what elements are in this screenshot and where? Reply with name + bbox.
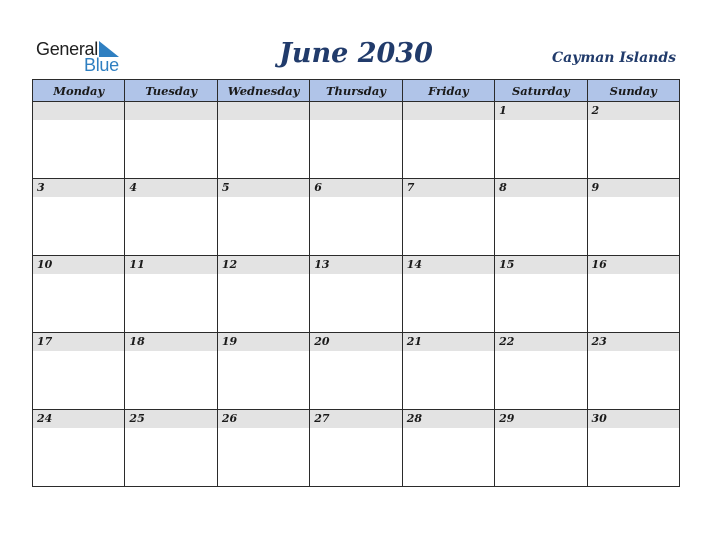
day-cell (125, 102, 217, 179)
weekday-header: Friday (402, 80, 494, 102)
day-cell (125, 410, 217, 487)
week-row (33, 333, 680, 410)
day-number: 16 (591, 258, 607, 271)
week-row (33, 256, 680, 333)
day-cell (495, 256, 587, 333)
day-cell (125, 333, 217, 410)
logo-text-blue: Blue (84, 55, 119, 75)
day-number: 30 (591, 412, 607, 425)
day-cell (495, 179, 587, 256)
day-cell (33, 333, 125, 410)
day-number: 24 (37, 412, 53, 425)
day-cell (495, 102, 587, 179)
day-cell (33, 179, 125, 256)
day-number: 3 (37, 181, 45, 194)
day-cell (495, 410, 587, 487)
calendar-grid (32, 79, 680, 487)
day-number: 8 (499, 181, 507, 194)
day-cell (217, 333, 309, 410)
weekday-header: Wednesday (217, 80, 309, 102)
day-number: 11 (129, 258, 145, 271)
week-row (33, 179, 680, 256)
day-cell (217, 410, 309, 487)
day-number: 21 (406, 335, 422, 348)
day-cell (402, 256, 494, 333)
weekday-header: Monday (33, 80, 125, 102)
day-number: 25 (129, 412, 145, 425)
day-cell (310, 410, 402, 487)
day-number: 20 (314, 335, 330, 348)
day-cell (587, 102, 679, 179)
week-row (33, 102, 680, 179)
day-cell (33, 256, 125, 333)
weekday-header: Tuesday (125, 80, 217, 102)
day-number: 1 (499, 104, 507, 117)
weekday-header: Sunday (587, 80, 679, 102)
day-cell (402, 179, 494, 256)
day-cell (402, 410, 494, 487)
country-label: Cayman Islands (552, 50, 676, 66)
day-number: 27 (314, 412, 330, 425)
day-cell (587, 333, 679, 410)
page-title: June 2030 (279, 38, 433, 69)
day-cell (310, 179, 402, 256)
day-number: 17 (37, 335, 53, 348)
day-cell (402, 102, 494, 179)
day-cell (495, 333, 587, 410)
day-number: 26 (221, 412, 238, 425)
day-number: 7 (406, 181, 415, 194)
day-number: 19 (221, 335, 238, 348)
day-number: 6 (314, 181, 322, 194)
day-cell (587, 410, 679, 487)
day-cell (33, 102, 125, 179)
day-number: 22 (499, 335, 515, 348)
logo-text-general: General (36, 39, 98, 59)
day-cell (310, 256, 402, 333)
day-number: 29 (499, 412, 515, 425)
day-cell (33, 410, 125, 487)
weekday-header: Saturday (495, 80, 587, 102)
day-cell (402, 333, 494, 410)
day-cell (587, 256, 679, 333)
day-number: 4 (129, 181, 138, 194)
weekday-header: Thursday (310, 80, 402, 102)
day-number: 13 (314, 258, 330, 271)
day-number: 18 (129, 335, 145, 348)
day-number: 14 (406, 258, 422, 271)
day-cell (310, 102, 402, 179)
day-number: 12 (221, 258, 238, 271)
day-number: 5 (221, 181, 230, 194)
day-number: 23 (591, 335, 607, 348)
day-cell (310, 333, 402, 410)
day-cell (217, 179, 309, 256)
week-row (33, 410, 680, 487)
weekday-header-row (33, 80, 680, 102)
day-number: 9 (591, 181, 600, 194)
day-number: 2 (591, 104, 600, 117)
day-number: 10 (37, 258, 53, 271)
day-number: 28 (406, 412, 422, 425)
day-cell (587, 179, 679, 256)
day-cell (217, 102, 309, 179)
day-cell (125, 179, 217, 256)
day-cell (125, 256, 217, 333)
day-cell (217, 256, 309, 333)
day-number: 15 (499, 258, 515, 271)
